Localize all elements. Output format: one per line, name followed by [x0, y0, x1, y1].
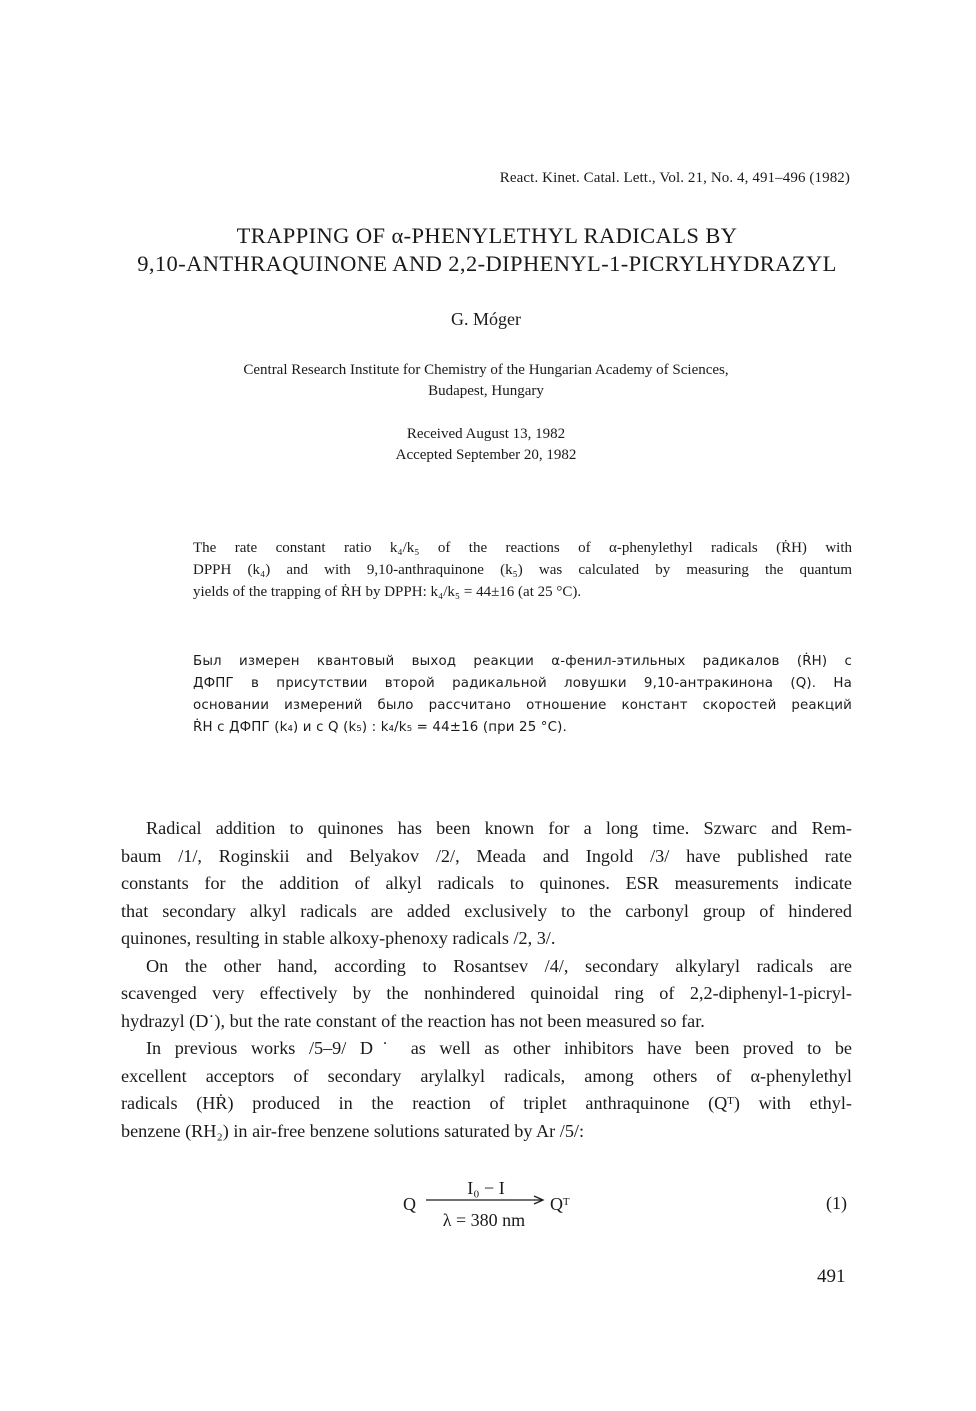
affiliation-line-2: Budapest, Hungary: [428, 383, 544, 399]
body-line: Radical addition to quinones has been known for a long time. Szwarc and Rem-: [146, 818, 852, 838]
affiliation-line-1: Central Research Institute for Chemistry of the Hungarian Academy of Sciences,: [243, 362, 729, 378]
affiliation: [0, 360, 972, 402]
abstract-ru-line: ДФПГ в присутствии второй радикальной ловушки 9,10-антракинона (Q). На: [193, 676, 852, 691]
page-number: 491: [817, 1266, 846, 1287]
accepted-date: Accepted September 20, 1982: [395, 447, 577, 463]
abstract-ru-line: Был измерен квантовый выход реакции α-фенил-этильных радикалов (ṘH) с: [193, 654, 852, 669]
title-line-2: 9,10-ANTHRAQUINONE AND 2,2-DIPHENYL-1-PICRYLHYDRAZYL: [137, 251, 837, 276]
body-line: hydrazyl (D˙), but the rate constant of the reaction has not been measured so far.: [121, 1010, 705, 1031]
body-line: On the other hand, according to Rosantsev /4/, secondary alkylaryl radicals are: [146, 955, 852, 976]
body-line: baum /1/, Roginskii and Belyakov /2/, Meada and Ingold /3/ have published rate: [121, 845, 852, 866]
abstract-english: [193, 537, 852, 603]
paragraph-1: [121, 815, 852, 953]
abstract-en-line: DPPH (k₄) and with 9,10-anthraquinone (k₅) was calculated by measuring the quantum: [193, 562, 852, 578]
body-line: benzene (RH₂) in air-free benzene solutions saturated by Ar /5/:: [121, 1120, 585, 1141]
body-line: radicals (HṘ) produced in the reaction of triplet anthraquinone (Qᵀ) with ethyl-: [121, 1093, 852, 1113]
received-date: Received August 13, 1982: [406, 426, 566, 442]
equation-reactant: Q: [403, 1194, 416, 1214]
abstract-en-line: yields of the trapping of ṘH by DPPH: k₄/k₅ = 44±16 (at 25 °C).: [193, 584, 582, 600]
paper-title: [60, 222, 914, 278]
body-text: [121, 815, 852, 1145]
equation-number: (1): [826, 1193, 847, 1213]
equation-1: [400, 1178, 580, 1238]
body-line: quinones, resulting in stable alkoxy-phenoxy radicals /2, 3/.: [121, 928, 556, 948]
body-line: that secondary alkyl radicals are added exclusively to the carbonyl group of hindered: [121, 900, 852, 921]
paragraph-2: [121, 953, 852, 1036]
journal-citation: React. Kinet. Catal. Lett., Vol. 21, No. 4, 491–496 (1982): [499, 170, 850, 186]
body-line: excellent acceptors of secondary arylalkyl radicals, among others of α-phenylethyl: [121, 1065, 852, 1086]
abstract-russian: [193, 651, 852, 739]
abstract-ru-line: основании измерений было рассчитано отношение констант скоростей реакций: [193, 698, 852, 713]
equation-below-arrow: λ = 380 nm: [442, 1210, 526, 1230]
body-line: In previous works /5–9/ D˙ as well as other inhibitors have been proved to be: [146, 1038, 852, 1058]
equation-above-arrow: I₀ − I: [467, 1178, 505, 1198]
reaction-arrow-icon: [426, 1193, 546, 1207]
abstract-ru-line: ṘH с ДФПГ (k₄) и с Q (k₅) : k₄/k₅ = 44±16 (при 25 °C).: [193, 720, 567, 735]
title-line-1: TRAPPING OF α-PHENYLETHYL RADICALS BY: [236, 223, 738, 248]
author-name: G. Móger: [451, 309, 521, 329]
equation-product: Qᵀ: [550, 1194, 570, 1214]
body-line: scavenged very effectively by the nonhindered quinoidal ring of 2,2-diphenyl-1-picryl-: [121, 983, 852, 1003]
abstract-en-line: The rate constant ratio k₄/k₅ of the reactions of α-phenylethyl radicals (ṘH) with: [193, 540, 852, 556]
dates-block: [0, 424, 972, 466]
body-line: constants for the addition of alkyl radicals to quinones. ESR measurements indicate: [121, 873, 852, 893]
paragraph-3: [121, 1035, 852, 1145]
